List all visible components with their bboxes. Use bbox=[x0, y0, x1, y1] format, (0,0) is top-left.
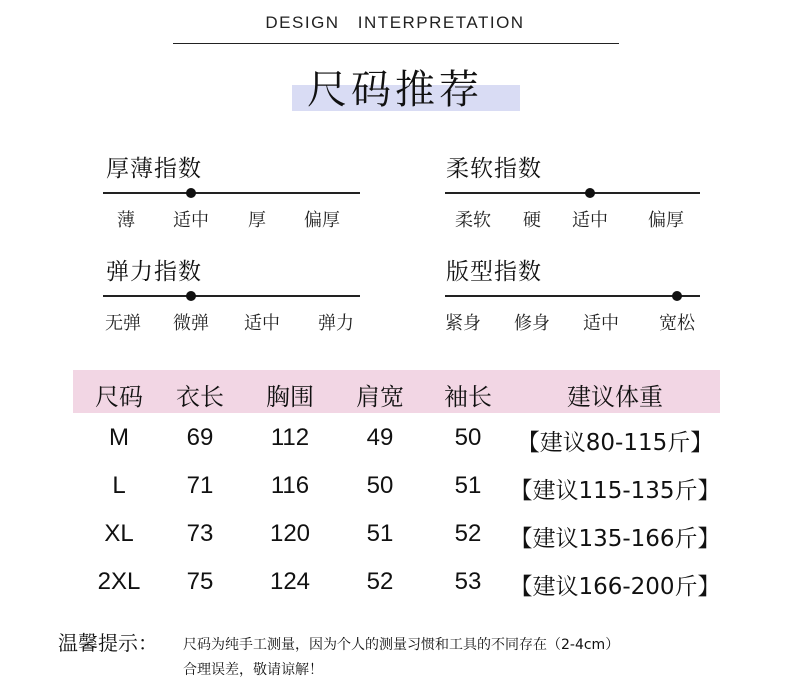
table-cell: 52 bbox=[454, 520, 482, 547]
table-row-size: XL bbox=[104, 520, 134, 547]
index-label: 适中 bbox=[173, 210, 209, 231]
table-cell: 116 bbox=[270, 472, 310, 499]
table-header-cell: 衣长 bbox=[176, 383, 224, 411]
index-marker-dot bbox=[186, 291, 196, 301]
index-scale-line bbox=[445, 295, 700, 297]
index-label: 适中 bbox=[572, 210, 608, 231]
table-cell: 112 bbox=[270, 424, 310, 451]
table-row-size: 2XL bbox=[97, 568, 141, 595]
table-cell: 51 bbox=[366, 520, 394, 547]
index-label: 适中 bbox=[244, 313, 280, 334]
header-divider bbox=[173, 43, 619, 44]
table-header-cell: 肩宽 bbox=[356, 383, 404, 411]
table-cell: 50 bbox=[366, 472, 394, 499]
page-title: 尺码推荐 bbox=[307, 67, 483, 113]
index-label: 柔软 bbox=[455, 210, 491, 231]
index-title: 柔软指数 bbox=[446, 156, 542, 182]
index-scale-line bbox=[103, 295, 360, 297]
index-label: 宽松 bbox=[659, 313, 695, 334]
table-row-size: M bbox=[109, 424, 129, 451]
table-header-cell: 尺码 bbox=[95, 383, 143, 411]
index-label: 紧身 bbox=[445, 313, 481, 334]
table-cell: 75 bbox=[186, 568, 214, 595]
index-label: 薄 bbox=[117, 210, 135, 231]
index-scale-line bbox=[445, 192, 700, 194]
index-label: 弹力 bbox=[318, 313, 354, 334]
index-label: 适中 bbox=[583, 313, 619, 334]
table-cell: 【建议115-135斤】 bbox=[509, 478, 721, 504]
table-cell: 124 bbox=[269, 568, 311, 595]
index-marker-dot bbox=[585, 188, 595, 198]
index-marker-dot bbox=[672, 291, 682, 301]
table-cell: 53 bbox=[454, 568, 482, 595]
table-header-cell: 袖长 bbox=[444, 383, 492, 411]
table-cell: 52 bbox=[366, 568, 394, 595]
table-cell: 71 bbox=[186, 472, 214, 499]
table-cell: 49 bbox=[366, 424, 394, 451]
table-cell: 【建议135-166斤】 bbox=[509, 526, 721, 552]
table-header-cell: 胸围 bbox=[266, 383, 314, 411]
index-label: 微弹 bbox=[173, 313, 209, 334]
note-title: 温馨提示： bbox=[58, 631, 158, 655]
index-label: 偏厚 bbox=[304, 210, 340, 231]
table-row-size: L bbox=[112, 472, 126, 499]
index-label: 修身 bbox=[514, 313, 550, 334]
table-cell: 【建议80-115斤】 bbox=[516, 430, 714, 456]
index-title: 厚薄指数 bbox=[106, 156, 202, 182]
index-label: 硬 bbox=[523, 210, 541, 231]
index-label: 厚 bbox=[248, 210, 266, 231]
index-label: 偏厚 bbox=[648, 210, 684, 231]
note-line-1: 尺码为纯手工测量，因为个人的测量习惯和工具的不同存在（2-4cm） bbox=[183, 637, 620, 653]
table-cell: 【建议166-200斤】 bbox=[509, 574, 721, 600]
table-header-cell: 建议体重 bbox=[567, 383, 663, 411]
index-label: 无弹 bbox=[105, 313, 141, 334]
index-title: 版型指数 bbox=[446, 259, 542, 285]
index-marker-dot bbox=[186, 188, 196, 198]
table-cell: 69 bbox=[186, 424, 214, 451]
table-cell: 51 bbox=[454, 472, 482, 499]
index-title: 弹力指数 bbox=[106, 259, 202, 285]
note-line-2: 合理误差，敬请谅解！ bbox=[183, 662, 323, 678]
table-cell: 50 bbox=[454, 424, 482, 451]
table-cell: 73 bbox=[186, 520, 214, 547]
index-scale-line bbox=[103, 192, 360, 194]
table-cell: 120 bbox=[269, 520, 311, 547]
header-eyebrow: DESIGN INTERPRETATION bbox=[265, 13, 525, 32]
